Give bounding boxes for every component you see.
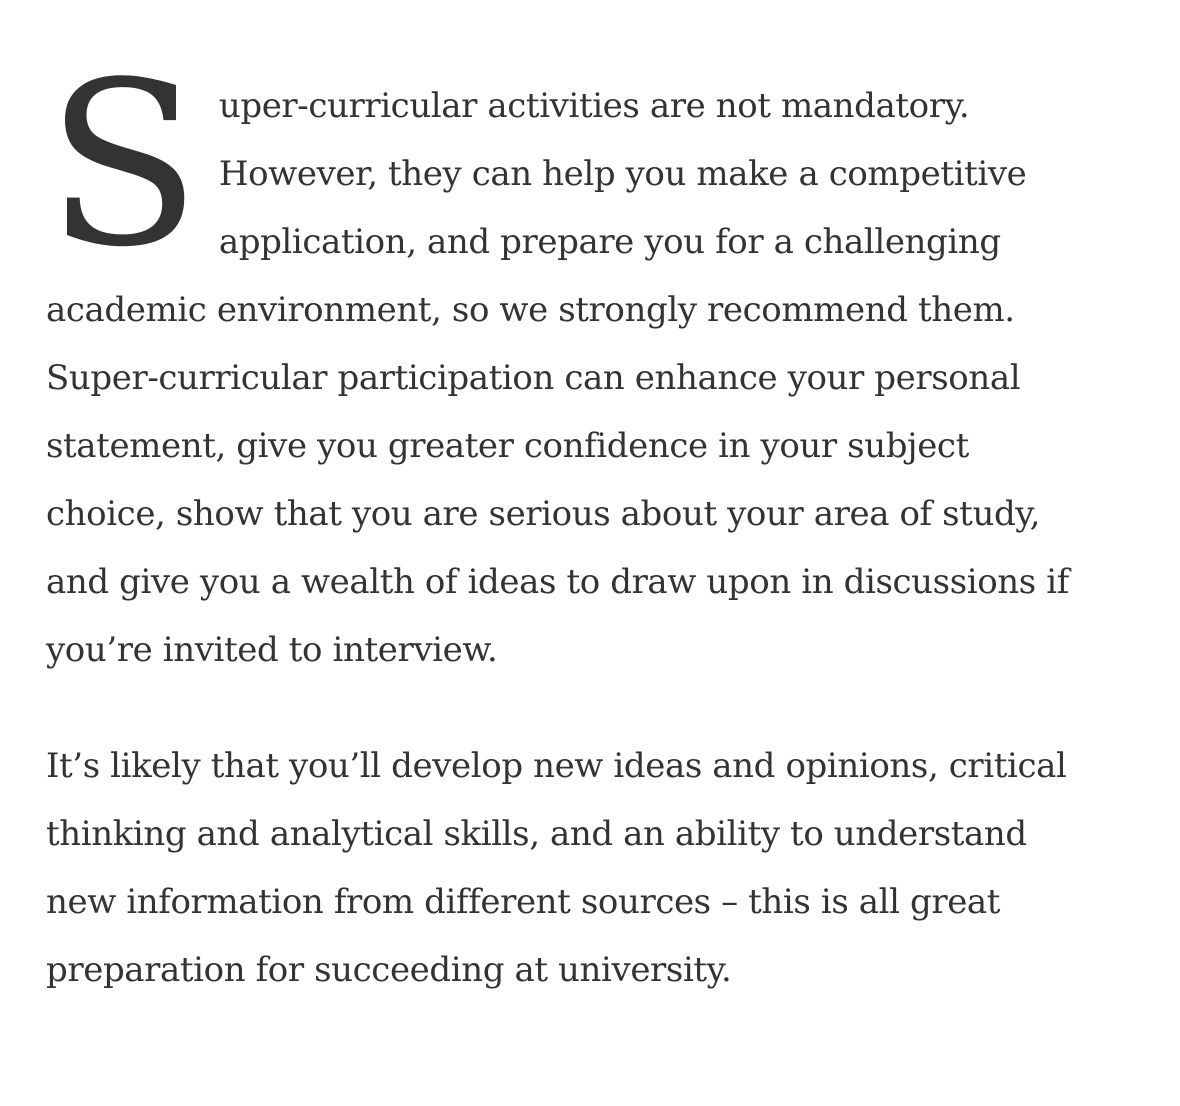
text-line: However, they can help you make a competitive bbox=[218, 154, 1027, 194]
article-body bbox=[46, 34, 1136, 1004]
text-line: uper-curricular activities are not mandatory. bbox=[218, 86, 970, 126]
text-line: thinking and analytical skills, and an ability to understand bbox=[46, 814, 1027, 854]
text-line: It’s likely that you’ll develop new ideas and opinions, critical bbox=[46, 746, 1067, 786]
text-line: choice, show that you are serious about your area of study, bbox=[46, 494, 1041, 534]
text-line: application, and prepare you for a challenging bbox=[218, 222, 1001, 262]
paragraph-benefits bbox=[46, 732, 1136, 1004]
text-line: academic environment, so we strongly recommend them. bbox=[46, 290, 1015, 330]
text-line: statement, give you greater confidence in your subject bbox=[46, 426, 969, 466]
text-line: Super-curricular participation can enhance your personal bbox=[46, 358, 1021, 398]
text-line: new information from different sources – this is all great bbox=[46, 882, 1001, 922]
paragraph-super-curricular bbox=[46, 34, 1136, 684]
text-line: preparation for succeeding at university. bbox=[46, 950, 732, 990]
text-line: and give you a wealth of ideas to draw upon in discussions if bbox=[46, 562, 1069, 602]
text-line: you’re invited to interview. bbox=[46, 630, 498, 670]
drop-cap: S bbox=[46, 34, 201, 297]
